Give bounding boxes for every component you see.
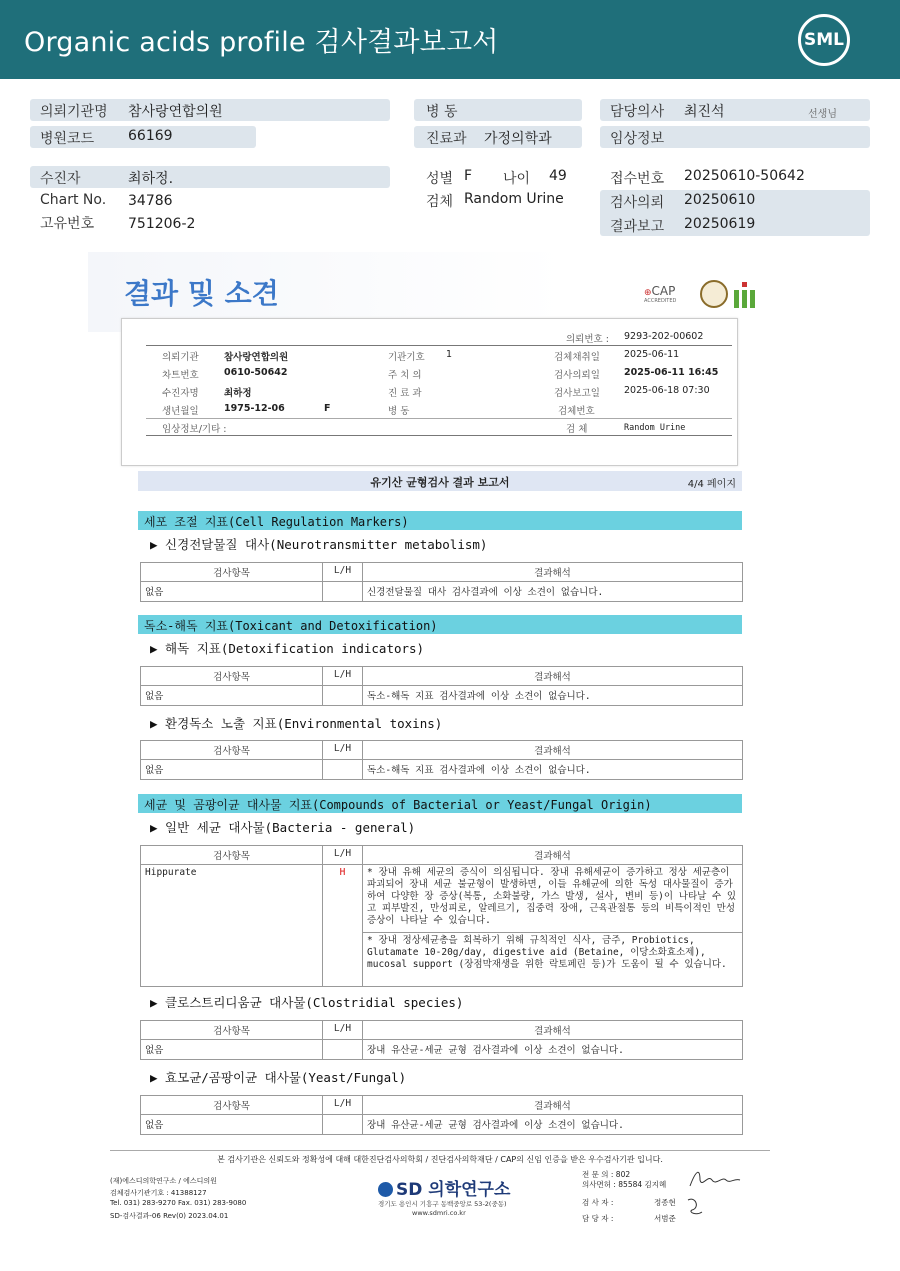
dept-value: 가정의학과: [484, 131, 552, 147]
subsection-environmental: ▶ 환경독소 노출 지표(Environmental toxins): [150, 716, 443, 731]
sex-label: 성별: [426, 171, 454, 187]
col-lh: L/H: [323, 1021, 363, 1040]
specimen-label: 검체: [426, 194, 454, 210]
info-value: 최하정: [224, 388, 252, 399]
footer-org: (재)에스디의학연구소 / 에스디의원: [110, 1177, 217, 1185]
col-lh: L/H: [323, 1096, 363, 1115]
info-value: F: [324, 403, 331, 414]
info-label: 검체채취일: [554, 352, 600, 363]
info-value: 0610-50642: [224, 367, 288, 378]
item-cell: 없음: [141, 582, 323, 602]
col-interp: 결과해석: [363, 741, 743, 760]
chart-value: 34786: [128, 193, 173, 209]
item-cell: 없음: [141, 760, 323, 780]
footer-address: 경기도 용인시 기흥구 동백중앙로 53-2(중동): [378, 1200, 507, 1208]
specimen-label-2: 검 체: [566, 424, 588, 435]
item-cell: 없음: [141, 1115, 323, 1135]
table-row: [141, 1115, 743, 1135]
interp-cell: 독소-해독 지표 검사결과에 이상 소견이 없습니다.: [363, 760, 743, 780]
age-label: 나이: [503, 171, 531, 187]
request-value: 20250610: [684, 192, 756, 208]
license-label: 의사면허 : 85584 김지혜: [582, 1180, 667, 1189]
result-table: [140, 740, 743, 780]
section-title: 세균 및 곰팡이균 대사물 지표(Compounds of Bacterial or Yeast/Fungal Origin): [144, 798, 652, 812]
high-flag: H: [323, 865, 363, 987]
table-header-row: [141, 1096, 743, 1115]
report-title: Organic acids profile 검사결과보고서: [24, 27, 499, 58]
subsection-clostridial: ▶ 클로스트리디움균 대사물(Clostridial species): [150, 995, 464, 1010]
col-interp: 결과해석: [363, 563, 743, 582]
report-date-label: 결과보고: [610, 219, 665, 235]
footer-website: www.sdmri.co.kr: [412, 1209, 466, 1217]
info-label: 병 동: [388, 406, 410, 417]
ward-label: 병 동: [426, 104, 458, 120]
manager-name: 서범준: [654, 1214, 676, 1223]
accreditation-note: 본 검사기관은 신뢰도와 정확성에 대해 대한진단검사의학회 / 진단검사의학재단 / CAP의 신임 인증을 받은 우수검사기관 입니다.: [110, 1150, 770, 1165]
item-cell: 없음: [141, 686, 323, 706]
section-cell-regulation: [138, 511, 742, 530]
report-header-banner: [0, 0, 900, 79]
sml-logo: SML: [798, 14, 850, 66]
col-lh: L/H: [323, 563, 363, 582]
info-label: 검사보고일: [554, 388, 600, 399]
cap-logo: ⊕CAP: [644, 284, 676, 298]
table-row: [141, 686, 743, 706]
footer-code: 검체검사기관기호 : 41388127: [110, 1189, 207, 1197]
hospital-code-value: 66169: [128, 128, 173, 144]
interp-cell: * 장내 유해 세균의 증식이 의심됩니다. 장내 유해세균이 증가하고 정상 세균층이 파괴되어 장내 세균 불균형이 발생하면, 이들 유해균에 의한 독성 대사물질이 증가하여 다양한 장 증상(복통, 소화불량, 가스 발생, 설사, 변비 등)이 나타날 수 있고 피부발진, 만성피로, 알레르기, 집중력 장애, 근육관절통 등의 비특이적인 만성증상이 나타날 수 있습니다.: [363, 865, 743, 933]
flag-cell: [323, 1040, 363, 1060]
table-row: [141, 865, 743, 933]
info-label: 수진자명: [162, 388, 199, 399]
patient-row: [30, 166, 390, 188]
section-title: 세포 조절 지표(Cell Regulation Markers): [144, 515, 409, 529]
col-item: 검사항목: [141, 667, 323, 686]
flag-cell: [323, 1115, 363, 1135]
receipt-label: 접수번호: [610, 171, 665, 187]
doctor-label: 담당의사: [610, 104, 665, 120]
section-toxicant: [138, 615, 742, 634]
table-header-row: [141, 1021, 743, 1040]
subsection-detox: ▶ 해독 지표(Detoxification indicators): [150, 641, 425, 656]
info-label: 차트번호: [162, 370, 199, 381]
certification-seal-icon: [700, 280, 728, 308]
sd-logo-icon: [378, 1182, 393, 1197]
subsection-bacteria-general: ▶ 일반 세균 대사물(Bacteria - general): [150, 820, 416, 835]
divider: [146, 435, 732, 436]
info-value: 1: [446, 349, 453, 360]
receipt-value: 20250610-50642: [684, 168, 805, 184]
table-row: [141, 760, 743, 780]
table-header-row: [141, 846, 743, 865]
patient-value: 최하정.: [128, 171, 174, 187]
table-row: [141, 582, 743, 602]
tester-label: 검 사 자 :: [582, 1198, 614, 1207]
doctor-value: 최진석: [684, 104, 725, 120]
table-header-row: [141, 741, 743, 760]
page-indicator: 4/4 페이지: [687, 479, 736, 490]
manager-label: 담 당 자 :: [582, 1214, 614, 1223]
col-item: 검사항목: [141, 846, 323, 865]
divider: [146, 418, 732, 419]
result-table: [140, 1095, 743, 1135]
institution-label: 의뢰기관명: [40, 104, 108, 120]
interp-cell: 신경전달물질 대사 검사결과에 이상 소견이 없습니다.: [363, 582, 743, 602]
result-table: [140, 845, 743, 987]
footer-phone: Tel. 031) 283-9270 Fax. 031) 283-9080: [110, 1199, 247, 1207]
tester-name: 정종현: [654, 1198, 676, 1207]
info-label: 검사의뢰일: [554, 370, 600, 381]
result-table: [140, 562, 743, 602]
report-title-bar: [138, 471, 742, 491]
hospital-code-label: 병원코드: [40, 131, 95, 147]
info-value: 1975-12-06: [224, 403, 285, 414]
report-info-box: [121, 318, 738, 466]
unique-label: 고유번호: [40, 216, 95, 232]
col-item: 검사항목: [141, 563, 323, 582]
info-label: 기관기호: [388, 352, 425, 363]
item-cell: 없음: [141, 1040, 323, 1060]
sd-logo: [378, 1175, 510, 1200]
col-interp: 결과해석: [363, 1021, 743, 1040]
section-title: 독소-해독 지표(Toxicant and Detoxification): [144, 619, 438, 633]
result-table: [140, 666, 743, 706]
specimen-value: Random Urine: [464, 191, 564, 207]
brand-name: SD 의학연구소: [396, 1180, 511, 1200]
request-label: 검사의뢰: [610, 195, 665, 211]
col-item: 검사항목: [141, 1021, 323, 1040]
interp-cell: 장내 유산균-세균 균형 검사결과에 이상 소견이 없습니다.: [363, 1040, 743, 1060]
col-lh: L/H: [323, 741, 363, 760]
divider: [146, 345, 732, 346]
interp-cell: 독소-해독 지표 검사결과에 이상 소견이 없습니다.: [363, 686, 743, 706]
info-value: 2025-06-18 07:30: [624, 385, 710, 396]
flag-cell: [323, 760, 363, 780]
col-item: 검사항목: [141, 1096, 323, 1115]
institution-value: 참사랑연합의원: [128, 104, 223, 120]
section-bacterial: [138, 794, 742, 813]
report-date-value: 20250619: [684, 216, 756, 232]
report-bar-title: 유기산 균형검사 결과 보고서: [370, 476, 510, 489]
unique-value: 751206-2: [128, 216, 196, 232]
table-header-row: [141, 667, 743, 686]
doctor-signature: [686, 1166, 742, 1192]
info-value: 2025-06-11: [624, 349, 680, 360]
interp-cell: * 장내 정상세균총을 회복하기 위해 규칙적인 식사, 금주, Probiotics, Glutamate 10-20g/day, digestive aid (Betaine, 이당소화효소제), mucosal support (장점막재생을 위한 락토페린 등)가 도움이 될 수 있습니다.: [363, 933, 743, 987]
info-value: 2025-06-11 16:45: [624, 367, 719, 378]
chart-label: Chart No.: [40, 192, 107, 208]
col-interp: 결과해석: [363, 667, 743, 686]
result-table: [140, 1020, 743, 1060]
specimen-value-2: Random Urine: [624, 423, 686, 433]
col-interp: 결과해석: [363, 1096, 743, 1115]
age-value: 49: [549, 168, 567, 184]
info-label: 생년월일: [162, 406, 199, 417]
subsection-yeast-fungal: ▶ 효모균/곰팡이균 대사물(Yeast/Fungal): [150, 1070, 407, 1085]
flag-cell: [323, 686, 363, 706]
specialist-label: 전 문 의 : 802: [582, 1170, 631, 1179]
item-cell: Hippurate: [141, 865, 323, 987]
table-header-row: [141, 563, 743, 582]
info-label: 주 치 의: [388, 370, 422, 381]
interp-cell: 장내 유산균-세균 균형 검사결과에 이상 소견이 없습니다.: [363, 1115, 743, 1135]
subsection-neurotransmitter: ▶ 신경전달물질 대사(Neurotransmitter metabolism): [150, 537, 488, 552]
col-lh: L/H: [323, 667, 363, 686]
request-no-label: 의뢰번호 :: [566, 334, 609, 345]
tester-signature: [684, 1194, 708, 1220]
dept-label: 진료과: [426, 131, 467, 147]
flag-cell: [323, 582, 363, 602]
footer-docid: SD-검사결과-06 Rev(0) 2023.04.01: [110, 1212, 229, 1220]
info-label: 검체번호: [558, 406, 595, 417]
request-no-value: 9293-202-00602: [624, 331, 704, 342]
table-row: [141, 1040, 743, 1060]
info-label: 의뢰기관: [162, 352, 199, 363]
sex-value: F: [464, 168, 473, 184]
results-title: 결과 및 소견: [124, 277, 279, 310]
col-item: 검사항목: [141, 741, 323, 760]
cap-accredited: ACCREDITED: [644, 298, 677, 304]
clinical-label: 임상정보: [610, 131, 665, 147]
col-interp: 결과해석: [363, 846, 743, 865]
patient-label: 수진자: [40, 171, 81, 187]
doctor-suffix: 선생님: [808, 109, 837, 120]
col-lh: L/H: [323, 846, 363, 865]
clinical-other-label: 임상정보/기타 :: [162, 424, 227, 435]
info-label: 진 료 과: [388, 388, 422, 399]
lab-cert-icon: [734, 282, 758, 308]
info-value: 참사랑연합의원: [224, 352, 289, 363]
